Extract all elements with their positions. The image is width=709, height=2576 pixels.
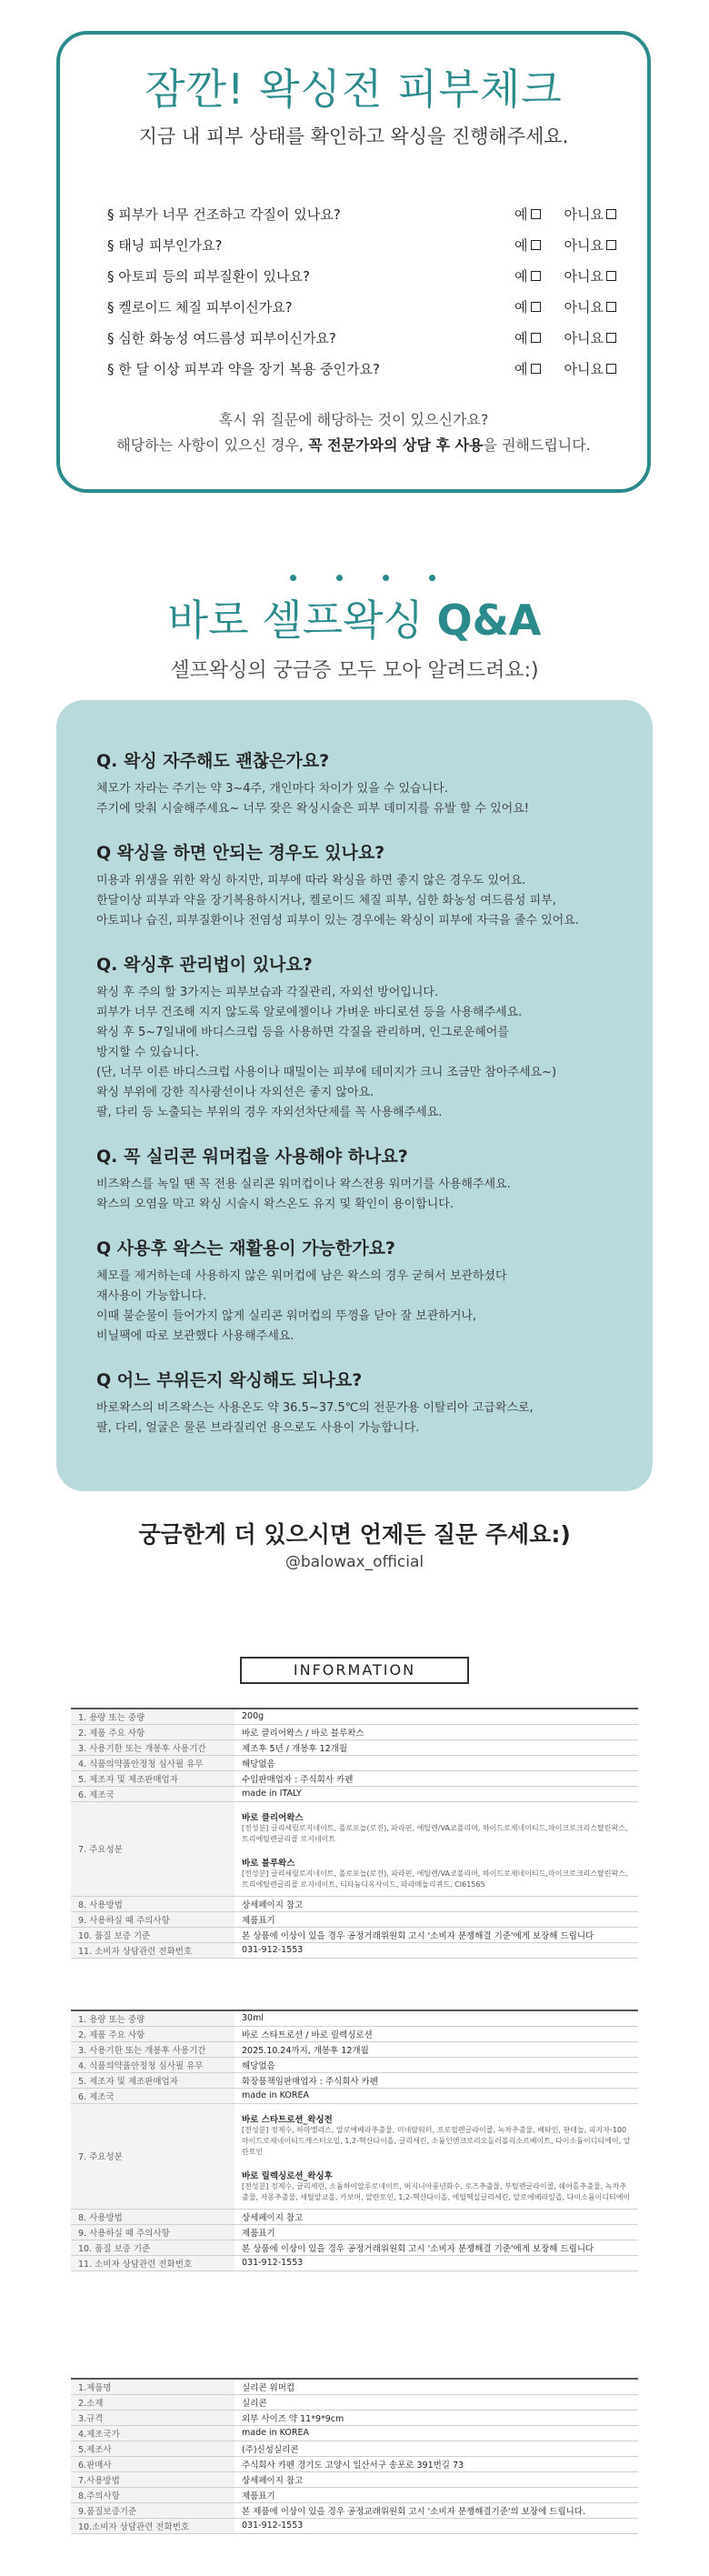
qa-question: Q. 왁싱 자주해도 괜찮은가요? <box>96 751 330 771</box>
qa-answer <box>96 1398 624 1438</box>
info-key: 10. 품질 보증 기준 <box>71 2240 235 2255</box>
qa-item <box>96 839 624 931</box>
skin-check-note <box>60 407 647 458</box>
question-text: § 아토피 등의 피부질환이 있나요? <box>107 267 310 285</box>
no-checkbox[interactable] <box>606 240 616 250</box>
info-row <box>71 2010 638 2026</box>
qa-answer-line: 체모가 자라는 주기는 약 3~4주, 개인마다 차이가 있을 수 있습니다. <box>96 782 448 796</box>
info-row <box>71 2456 638 2471</box>
info-value: 화장품책임판매업자 : 주식회사 카펜 <box>235 2072 638 2088</box>
qa-subtitle: 셀프왁싱의 궁금증 모두 모아 알려드려요:) <box>170 659 539 682</box>
yes-label: 예 <box>514 205 528 223</box>
no-option[interactable] <box>564 205 616 224</box>
info-value: 실리콘 워머컵 <box>235 2379 638 2394</box>
info-value: 수입판매업자 : 주식회사 카펜 <box>235 1770 638 1786</box>
skin-check-question <box>107 353 616 384</box>
qa-answer-line: 팔, 다리, 얼굴은 물론 브라질리언 용으로도 사용이 가능합니다. <box>96 1421 420 1435</box>
info-key: 3.규격 <box>71 2410 235 2425</box>
info-value: 실리콘 <box>235 2394 638 2410</box>
info-key: 11. 소비자 상담관련 전화번호 <box>71 2255 235 2270</box>
info-key: 2.소재 <box>71 2394 235 2410</box>
info-value <box>235 1801 638 1896</box>
dot <box>429 575 435 581</box>
no-option[interactable] <box>564 266 616 286</box>
yes-label: 예 <box>514 298 528 316</box>
yes-label: 예 <box>514 329 528 346</box>
qa-answer-line: 왁싱 부위에 강한 직사광선이나 자외선은 좋지 않아요. <box>96 1086 374 1099</box>
closing-message: 궁금한게 더 있으시면 언제든 질문 주세요:) <box>138 1521 571 1548</box>
info-table-wax <box>71 1708 638 1959</box>
yes-option[interactable] <box>514 266 541 286</box>
qa-answer-line: 비닐팩에 따로 보관했다 사용해주세요. <box>96 1329 295 1343</box>
qa-answer-line: 미용과 위생을 위한 왁싱 하지만, 피부에 따라 왁싱을 하면 좋지 않은 경우도 있어요. <box>96 874 526 887</box>
info-key: 10.소비자 상담관련 전화번호 <box>71 2518 235 2533</box>
qa-item <box>96 1235 624 1347</box>
yes-checkbox[interactable] <box>531 240 541 250</box>
skin-check-question-list <box>107 198 616 384</box>
info-row <box>71 1770 638 1786</box>
no-option[interactable] <box>564 359 616 378</box>
note-emphasis: 꼭 전문가와의 상담 후 사용 <box>308 436 484 454</box>
info-value: made in KOREA <box>235 2425 638 2441</box>
qa-title-emphasis: Q&A <box>436 596 542 645</box>
info-row <box>71 1911 638 1927</box>
yes-option[interactable] <box>514 328 541 347</box>
skin-check-subtitle: 지금 내 피부 상태를 확인하고 왁싱을 진행해주세요. <box>138 125 569 147</box>
qa-answer-line: 왁싱 후 5~7일내에 바디스크럽 등을 사용하면 각질을 관리하며, 인그로운헤어를 <box>96 1026 509 1039</box>
info-key: 9. 사용하실 때 주의사항 <box>71 2224 235 2240</box>
yes-checkbox[interactable] <box>531 333 541 343</box>
info-row <box>71 1927 638 1942</box>
info-value: 031-912-1553 <box>235 2255 638 2270</box>
info-key: 1.제품명 <box>71 2379 235 2394</box>
qa-item <box>96 1143 624 1215</box>
note-text: 해당하는 사항이 있으신 경우, <box>116 436 309 454</box>
info-value: 본 상품에 이상이 있을 경우 공정거래위원회 고시 '소비자 분쟁해결 기준'에게 보장해 드립니다 <box>235 1927 638 1942</box>
qa-answer-line: 왁싱 후 주의 할 3가지는 피부보습과 각질관리, 자외선 방어입니다. <box>96 986 439 999</box>
info-value: made in ITALY <box>235 1786 638 1801</box>
info-row <box>71 1801 638 1896</box>
dot <box>383 575 389 581</box>
info-row <box>71 2224 638 2240</box>
info-key: 6. 제조국 <box>71 2088 235 2103</box>
note-text-end: 을 권해드립니다. <box>483 436 591 454</box>
yes-label: 예 <box>514 236 528 254</box>
qa-answer-line: 팔, 다리 등 노출되는 부위의 경우 자외선차단제를 꼭 사용해주세요. <box>96 1106 443 1119</box>
info-row <box>71 1786 638 1801</box>
info-key: 9. 사용하실 때 주의사항 <box>71 1911 235 1927</box>
info-value: 외부 사이즈 약 11*9*9cm <box>235 2410 638 2425</box>
info-row <box>71 1709 638 1724</box>
info-row <box>71 2425 638 2441</box>
yes-label: 예 <box>514 360 528 377</box>
info-row <box>71 2057 638 2072</box>
info-row <box>71 2471 638 2487</box>
info-value: 상세페이지 참고 <box>235 2471 638 2487</box>
info-key: 5.제조사 <box>71 2441 235 2456</box>
info-row <box>71 1739 638 1755</box>
info-value: (주)신성실리콘 <box>235 2441 638 2456</box>
info-key: 8.주의사항 <box>71 2487 235 2502</box>
info-value: 주식회사 카펜 경기도 고양시 일산서구 송포로 391번길 73 <box>235 2456 638 2471</box>
qa-answer <box>96 1267 624 1347</box>
skin-check-question <box>107 260 616 291</box>
no-label: 아니요 <box>564 329 604 346</box>
info-key: 7. 주요성분 <box>71 1801 235 1896</box>
info-key: 4. 식품의약품안정청 심사필 유무 <box>71 1755 235 1770</box>
qa-answer-line: 왁스의 오염을 막고 왁싱 시술시 왁스온도 유지 및 확인이 용이합니다. <box>96 1198 454 1211</box>
ingredient-product-name: 바로 클리어왁스 <box>242 1812 304 1823</box>
qa-answer-line: 한달이상 피부과 약을 장기복용하시거나, 켈로이드 체질 피부, 심한 화농성 여드름성 피부, <box>96 894 556 907</box>
info-value: 바로 클리어왁스 / 바로 블루왁스 <box>235 1724 638 1739</box>
info-row <box>71 1942 638 1958</box>
no-checkbox[interactable] <box>606 302 616 312</box>
qa-title-text: 바로 셀프왁싱 <box>167 596 437 645</box>
ingredient-product-name: 바로 블루왁스 <box>242 1858 295 1869</box>
qa-question: Q 어느 부위든지 왁싱해도 되나요? <box>96 1370 363 1390</box>
info-value: 200g <box>235 1709 638 1724</box>
info-row <box>71 2410 638 2425</box>
ingredient-list: [전성분] 정제수, 하마멜리스, 알로에베라추출물, 미네랄워터, 프로필렌글라이콜, 녹차추출물, 베타인, 판테놀, 피지자-100마이드로제네이티드캐스터오일, 1,2-헥산다이올, 글리세린, 소듐인엔크로리오돌러폴리소르베이트, 다이소듐이디티에이, 알란토인 <box>242 2125 631 2156</box>
info-value: 031-912-1553 <box>235 2518 638 2533</box>
info-key: 7. 주요성분 <box>71 2103 235 2209</box>
info-row <box>71 1755 638 1770</box>
info-key: 4. 식품의약품안정청 심사필 유무 <box>71 2057 235 2072</box>
info-key: 3. 사용기한 또는 개봉후 사용기간 <box>71 2041 235 2057</box>
yes-checkbox[interactable] <box>531 364 541 374</box>
qa-answer <box>96 983 624 1123</box>
question-text: § 태닝 피부인가요? <box>107 236 223 254</box>
qa-question: Q 사용후 왁스는 재활용이 가능한가요? <box>96 1238 395 1258</box>
info-value: 제품표기 <box>235 2224 638 2240</box>
skin-check-question <box>107 229 616 260</box>
info-row <box>71 2088 638 2103</box>
info-row <box>71 2518 638 2533</box>
skin-check-question <box>107 322 616 353</box>
info-key: 9.품질보증기준 <box>71 2502 235 2518</box>
info-row <box>71 2255 638 2270</box>
yes-checkbox[interactable] <box>531 271 541 281</box>
info-key: 1. 용량 또는 중량 <box>71 2010 235 2026</box>
info-key: 6. 제조국 <box>71 1786 235 1801</box>
no-checkbox[interactable] <box>606 271 616 281</box>
yes-label: 예 <box>514 267 528 285</box>
qa-item <box>96 951 624 1123</box>
qa-answer-line: 체모를 제거하는데 사용하지 않은 워머컵에 남은 왁스의 경우 굳혀서 보관하셨다 <box>96 1269 507 1283</box>
info-value: 상세페이지 참고 <box>235 1896 638 1911</box>
dot <box>290 575 296 581</box>
info-value: 본 상품에 이상이 있을 경우 공정거래위원회 고시 '소비자 분쟁해결 기준'에게 보장해 드립니다 <box>235 2240 638 2255</box>
yes-option[interactable] <box>514 205 541 224</box>
info-table-lotion <box>71 2010 638 2271</box>
info-value: 031-912-1553 <box>235 1942 638 1958</box>
ingredient-list: [전성분] 정제수, 글리세린, 소듐하이알루로네이트, 버지니아풍년화수, 로즈추출물, 부틸렌글라이콜, 쉐어홀추출물, 녹차추출물, 자몽추출물, 세틸알코올, 카보머, 알란토인, 1,2-헥산다이올, 에틸헥실글리세린, 알로에베라잎즙, 다이소듐이디티에이 <box>242 2181 631 2201</box>
note-line-2 <box>60 433 647 458</box>
info-key: 7.사용방법 <box>71 2471 235 2487</box>
info-value: 바로 스타트로션 / 바로 릴렉싱로션 <box>235 2026 638 2041</box>
qa-question: Q. 왁싱후 관리법이 있나요? <box>96 955 313 975</box>
info-key: 1. 용량 또는 중량 <box>71 1709 235 1724</box>
qa-answer-line: 바로왁스의 비즈왁스는 사용온도 약 36.5~37.5℃의 전문가용 이탈리아 고급왁스로, <box>96 1401 534 1415</box>
info-key: 2. 제품 주요 사항 <box>71 1724 235 1739</box>
info-table-warmer-cup <box>71 2378 638 2534</box>
question-text: § 심한 화농성 여드름성 피부이신가요? <box>107 329 336 346</box>
no-option[interactable] <box>564 328 616 347</box>
qa-question: Q. 꼭 실리콘 워머컵을 사용해야 하나요? <box>96 1147 408 1167</box>
info-row <box>71 2240 638 2255</box>
question-text: § 피부가 너무 건조하고 각질이 있나요? <box>107 205 341 223</box>
qa-answer-line: (단, 너무 이른 바디스크럽 사용이나 때밀이는 피부에 데미지가 크니 조금만 참아주세요~) <box>96 1066 557 1079</box>
skin-check-question <box>107 291 616 322</box>
instagram-handle: @balowax_official <box>285 1553 424 1571</box>
no-option[interactable] <box>564 236 616 255</box>
info-value <box>235 2103 638 2209</box>
info-row <box>71 2209 638 2224</box>
qa-title <box>0 587 709 647</box>
info-value: 제품표기 <box>235 2487 638 2502</box>
qa-answer-line: 재사용이 가능합니다. <box>96 1289 207 1303</box>
no-label: 아니요 <box>564 360 604 377</box>
qa-answer-line: 이때 불순물이 들어가지 않게 실리콘 워머컵의 뚜껑을 닫아 잘 보관하거나, <box>96 1309 477 1323</box>
no-checkbox[interactable] <box>606 333 616 343</box>
info-row <box>71 2072 638 2088</box>
skin-check-title: 잠깐! 왁싱전 피부체크 <box>145 65 563 114</box>
skin-check-card <box>56 31 651 493</box>
info-key: 11. 소비자 상담관련 전화번호 <box>71 1942 235 1958</box>
info-key: 5. 제조자 및 제조판매업자 <box>71 1770 235 1786</box>
info-value: 제조후 5년 / 개봉후 12개월 <box>235 1739 638 1755</box>
info-key: 5. 제조자 및 제조판매업자 <box>71 2072 235 2088</box>
info-key: 6.판매사 <box>71 2456 235 2471</box>
yes-option[interactable] <box>514 297 541 316</box>
info-key: 3. 사용기한 또는 개봉후 사용기간 <box>71 1739 235 1755</box>
info-value: 상세페이지 참고 <box>235 2209 638 2224</box>
info-row <box>71 2502 638 2518</box>
no-checkbox[interactable] <box>606 209 616 219</box>
info-value: 본 제품에 이상이 있을 경우 공정교래위원회 고시 '소비자 분쟁해결기준'의 보장에 드립니다. <box>235 2502 638 2518</box>
no-label: 아니요 <box>564 205 604 223</box>
info-key: 4.제조국가 <box>71 2425 235 2441</box>
qa-answer-line: 피부가 너무 건조해 지지 않도록 알로에젤이나 가벼운 바디로션 등을 사용해주세요. <box>96 1006 523 1019</box>
yes-checkbox[interactable] <box>531 302 541 312</box>
info-row <box>71 2487 638 2502</box>
info-value: 30ml <box>235 2010 638 2026</box>
dot <box>336 575 343 581</box>
ingredient-list: [전성분] 글리세릴로지네이트, 폴로포놀(로진), 파라핀, 에틸렌/VA코폴리머, 하이드로제네이티드,마이크로크리스탈린왁스, 트리에틸렌글리콜 로지네이트, 티타늄디옥사이드, 파라메놀리퀴드, CI61565 <box>242 1869 628 1889</box>
no-label: 아니요 <box>564 267 604 285</box>
qa-answer <box>96 871 624 931</box>
qa-answer <box>96 779 624 819</box>
no-label: 아니요 <box>564 236 604 254</box>
info-row <box>71 2041 638 2057</box>
info-row <box>71 1896 638 1911</box>
qa-answer-line: 방지할 수 있습니다. <box>96 1046 199 1059</box>
info-value: 해당없음 <box>235 1755 638 1770</box>
info-key: 8. 사용방법 <box>71 2209 235 2224</box>
question-text: § 켈로이드 체질 피부이신가요? <box>107 298 293 316</box>
info-row <box>71 2394 638 2410</box>
note-line-1: 혹시 위 질문에 해당하는 것이 있으신가요? <box>218 411 489 428</box>
info-value: 해당없음 <box>235 2057 638 2072</box>
info-key: 10. 품질 보증 기준 <box>71 1927 235 1942</box>
qa-list <box>96 747 624 1458</box>
qa-item <box>96 1367 624 1438</box>
info-row <box>71 2441 638 2456</box>
qa-answer-line: 아토피나 습진, 피부질환이나 전염성 피부이 있는 경우에는 왁싱이 피부에 자극을 줄수 있어요. <box>96 914 579 927</box>
ingredient-product-name: 바로 스타트로션_왁싱전 <box>242 2114 333 2125</box>
info-value: 제품표기 <box>235 1911 638 1927</box>
question-text: § 한 달 이상 피부과 약을 장기 복용 중인가요? <box>107 360 380 377</box>
qa-answer-line: 비즈왁스를 녹일 땐 꼭 전용 실리콘 워머컵이나 왁스전용 워머기를 사용해주세요. <box>96 1178 511 1191</box>
no-checkbox[interactable] <box>606 364 616 374</box>
no-label: 아니요 <box>564 298 604 316</box>
ingredient-list: [전성분] 글리세릴로지네이트, 폴로포놀(로진), 파라핀, 에틸렌/VA코폴리머, 하이드로제네이티드,마이크로크리스탈린왁스, 트리에틸렌글리콜 로지네이트 <box>242 1823 628 1843</box>
qa-question: Q 왁싱을 하면 안되는 경우도 있나요? <box>96 843 385 863</box>
qa-answer <box>96 1175 624 1215</box>
info-row <box>71 2103 638 2209</box>
qa-item <box>96 747 624 819</box>
skin-check-question <box>107 198 616 229</box>
yes-option[interactable] <box>514 359 541 378</box>
info-row <box>71 2379 638 2394</box>
decorative-dots <box>290 575 435 581</box>
info-key: 2. 제품 주요 사항 <box>71 2026 235 2041</box>
qa-panel <box>56 700 653 1491</box>
info-key: 8. 사용방법 <box>71 1896 235 1911</box>
no-option[interactable] <box>564 297 616 316</box>
ingredient-product-name: 바로 릴렉싱로션_왁싱후 <box>242 2170 333 2181</box>
info-row <box>71 1724 638 1739</box>
information-label: INFORMATION <box>240 1657 469 1684</box>
info-value: 2025.10.24까지, 개봉후 12개월 <box>235 2041 638 2057</box>
yes-checkbox[interactable] <box>531 209 541 219</box>
info-value: made in KOREA <box>235 2088 638 2103</box>
qa-answer-line: 주기에 맞춰 시술해주세요~ 너무 잦은 왁싱시술은 피부 데미지를 유발 할 수 있어요! <box>96 802 529 816</box>
yes-option[interactable] <box>514 236 541 255</box>
info-row <box>71 2026 638 2041</box>
